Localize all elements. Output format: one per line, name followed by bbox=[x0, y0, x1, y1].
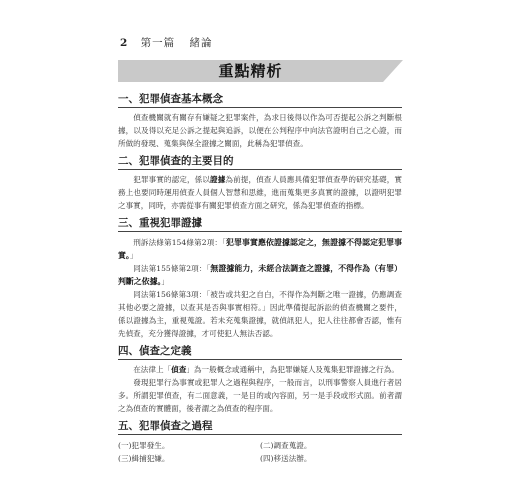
law-quote-paragraph: 刑訴法條第154條第2項：「犯罪事實應依證據認定之，無證據不得認定犯罪事實。」 bbox=[118, 238, 402, 260]
list-row bbox=[118, 452, 402, 465]
chapter-label: 第一篇 bbox=[140, 37, 176, 49]
chapter-title: 緒論 bbox=[189, 37, 213, 49]
section-heading: 四、偵查之定義 bbox=[118, 344, 402, 360]
law-quote: 犯罪事實應依證據認定之，無證據不得認定犯罪事實。 bbox=[118, 238, 402, 260]
page-number: 2 bbox=[120, 37, 129, 49]
section-heading: 三、重視犯罪證據 bbox=[118, 216, 402, 232]
law-quote: 無證據能力，未經合法調查之證據，不得作為（有罪）判斷之依據。 bbox=[118, 264, 402, 286]
section-paragraph: 犯罪事實的認定，係以證據為前提，偵查人員應具備犯罪偵查學的研究基礎，實務上也要同時運用偵查人員個人智慧和思維，進而蒐集更多真實的證據，以證明犯罪之事實，同時，亦需從事有關犯罪偵查方面之研究，係為犯罪偵查的指標。 bbox=[118, 175, 403, 210]
page-header bbox=[120, 35, 213, 50]
banner-title: 重點精析 bbox=[218, 62, 283, 80]
list-item: (二)調查蒐證。 bbox=[260, 441, 312, 450]
section-heading: 一、犯罪偵查基本概念 bbox=[118, 92, 402, 108]
section-paragraph: 偵查機關就有關存有嫌疑之犯罪案件，為求日後得以作為可否提起公訴之判斷根據，以及得以充足公訴之提起與追訴，以便在公判程序中向法官證明自己之心證，而所做的發現、蒐集與保全證據之關面，此稱為犯罪偵查。 bbox=[118, 113, 402, 148]
process-list bbox=[118, 439, 402, 465]
section-heading: 五、犯罪偵查之過程 bbox=[118, 419, 402, 435]
emphasis-text: 偵查 bbox=[171, 365, 187, 374]
section-paragraph: 發現犯罪行為事實或犯罪人之過程與程序，一般而言，以刑事警察人員進行者居多。所謂犯罪偵查，有二面意義，一是目的或內容面，另一是手段或形式面。前者謂之為偵查的實體面，後者謂之為偵查的程序面。 bbox=[118, 378, 402, 413]
section-paragraph: 同法第156條第3項：「被告或共犯之自白，不得作為判斷之唯一證據，仍應調查其他必要之證據，以查其是否與事實相符。」因此準備提起訴訟的偵查機關之要件，係以證據為主，重視蒐證。若未充蒐集證據，就偵訊犯人，犯人往往都會否認，惟有先偵查，充分獲得證據，才可使犯人無法否認。 bbox=[118, 290, 402, 338]
list-item: (一)犯罪發生。 bbox=[118, 441, 170, 450]
list-item: (四)移送法辦。 bbox=[260, 454, 312, 463]
section-paragraph: 在法律上「偵查」為一般概念或通稱中，為犯罪嫌疑人及蒐集犯罪證據之行為。 bbox=[133, 365, 399, 374]
list-item: (三)緝捕犯嫌。 bbox=[118, 454, 170, 463]
law-quote-paragraph: 同法第155條第2項：「無證據能力，未經合法調查之證據，不得作為（有罪）判斷之依據。」 bbox=[118, 264, 402, 286]
section-heading: 二、犯罪偵查的主要目的 bbox=[118, 154, 402, 170]
list-row bbox=[118, 439, 402, 452]
emphasis-text: 證據 bbox=[210, 175, 226, 184]
page-content bbox=[118, 92, 402, 465]
